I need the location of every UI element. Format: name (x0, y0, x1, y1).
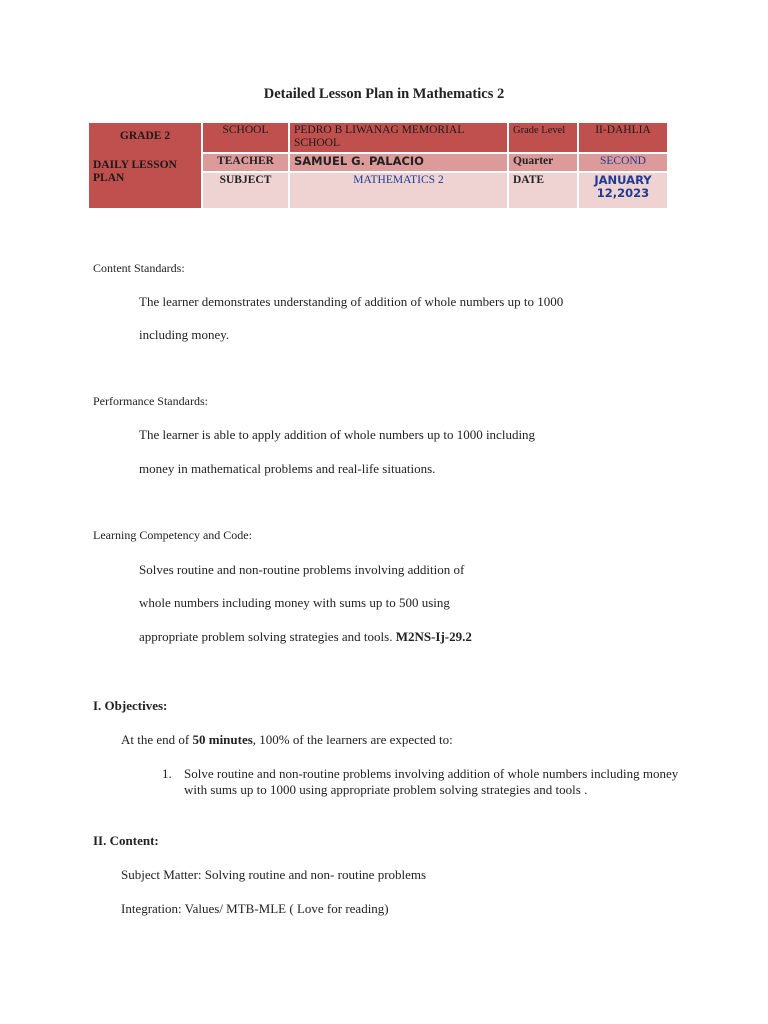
teacher-label: TEACHER (202, 153, 289, 172)
performance-standards-line-1: The learner is able to apply addition of whole numbers up to 1000 including (139, 427, 536, 442)
school-value: PEDRO B LIWANAG MEMORIAL SCHOOL (289, 122, 508, 153)
subject-value: MATHEMATICS 2 (289, 172, 508, 209)
performance-standards-line-2: money in mathematical problems and real-life situations. (139, 461, 436, 476)
competency-code: M2NS-Ij-29.2 (395, 629, 472, 644)
objectives-intro (121, 732, 453, 748)
grade-level-value: II-DAHLIA (578, 122, 668, 153)
learning-competency-line-2: whole numbers including money with sums up to 500 using (139, 595, 450, 610)
objective-text: Solve routine and non-routine problems involving addition of whole numbers including money with sums up to 1000 using appropriate problem solving strategies and tools . (184, 766, 679, 797)
subject-matter: Subject Matter: Solving routine and non- routine problems (121, 867, 427, 882)
objective-number: 1. (162, 766, 172, 781)
grade-cell (88, 122, 202, 209)
learning-competency-line-3 (139, 629, 472, 645)
objectives-duration: 50 minutes (192, 732, 253, 747)
learning-competency-line-1: Solves routine and non-routine problems involving addition of (139, 562, 465, 577)
content-standards-line-1: The learner demonstrates understanding of addition of whole numbers up to 1000 (139, 294, 564, 309)
quarter-value: SECOND (578, 153, 668, 172)
plan-type-label: DAILY LESSON PLAN (93, 159, 177, 184)
objective-list-item (162, 766, 682, 798)
grade-label: GRADE 2 (119, 130, 171, 142)
content-standards-line-2: including money. (139, 327, 230, 342)
learning-competency-line-3-text: appropriate problem solving strategies and tools. (139, 629, 393, 644)
date-value: JANUARY 12,2023 (578, 172, 668, 209)
objectives-intro-pre: At the end of (121, 732, 193, 747)
objectives-intro-post: , 100% of the learners are expected to: (252, 732, 453, 747)
teacher-value: SAMUEL G. PALACIO (289, 153, 508, 172)
date-label: DATE (508, 172, 578, 209)
lesson-plan-header-table (87, 121, 669, 210)
learning-competency-heading: Learning Competency and Code: (93, 528, 252, 542)
grade-level-label: Grade Level (508, 122, 578, 153)
content-standards-heading: Content Standards: (93, 261, 185, 275)
integration: Integration: Values/ MTB-MLE ( Love for reading) (121, 901, 389, 916)
performance-standards-heading: Performance Standards: (93, 394, 208, 408)
content-heading: II. Content: (93, 833, 159, 848)
quarter-label: Quarter (508, 153, 578, 172)
school-label: SCHOOL (202, 122, 289, 153)
subject-label: SUBJECT (202, 172, 289, 209)
objectives-heading: I. Objectives: (93, 698, 168, 713)
document-title: Detailed Lesson Plan in Mathematics 2 (263, 86, 505, 102)
